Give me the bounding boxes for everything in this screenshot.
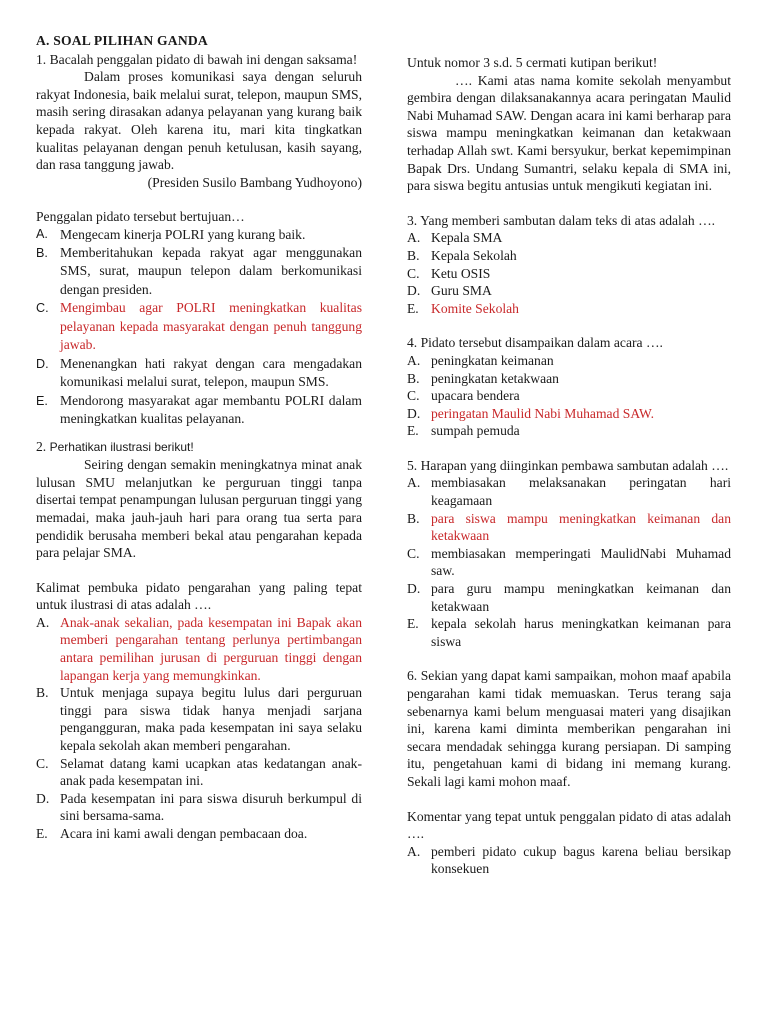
option-letter: E. bbox=[36, 393, 48, 408]
q1-option-a[interactable] bbox=[36, 226, 362, 244]
option-letter: C. bbox=[36, 301, 49, 316]
option-letter: D. bbox=[407, 405, 421, 421]
option-letter: C. bbox=[407, 265, 420, 281]
option-letter: A. bbox=[407, 352, 421, 368]
q1-option-d[interactable] bbox=[36, 355, 362, 392]
option-letter: D. bbox=[407, 283, 421, 299]
option-text: Kepala SMA bbox=[431, 230, 503, 246]
q6-question: Komentar yang tepat untuk penggalan pidato di atas adalah …. bbox=[407, 808, 731, 842]
q4-option-c[interactable] bbox=[407, 387, 731, 405]
q5-option-a[interactable] bbox=[407, 474, 731, 509]
option-letter: E. bbox=[36, 826, 48, 841]
option-letter: B. bbox=[407, 510, 420, 526]
option-text: Mengecam kinerja POLRI yang kurang baik. bbox=[60, 226, 306, 242]
q4-question bbox=[407, 334, 731, 352]
q2-option-a-answer[interactable] bbox=[36, 614, 362, 684]
q2-option-b[interactable] bbox=[36, 684, 362, 754]
q4-option-e[interactable] bbox=[407, 422, 731, 440]
option-letter: E. bbox=[407, 300, 419, 316]
q6-option-a[interactable] bbox=[407, 843, 731, 878]
option-text: Ketu OSIS bbox=[431, 265, 491, 281]
option-letter: C. bbox=[407, 388, 420, 404]
option-letter: B. bbox=[36, 245, 48, 260]
option-text: Acara ini kami awali dengan pembacaan doa. bbox=[60, 826, 308, 841]
q4-question-text: 4. Pidato tersebut disampaikan dalam acara …. bbox=[407, 335, 663, 351]
q4-option-b[interactable] bbox=[407, 370, 731, 388]
q3-option-a[interactable] bbox=[407, 229, 731, 247]
option-letter: E. bbox=[407, 423, 419, 439]
option-text: Pada kesempatan ini para siswa disuruh berkumpul di sini bersama-sama. bbox=[60, 790, 362, 824]
excerpt-passage: …. Kami atas nama komite sekolah menyambut gembira dengan dilaksanakannya acara peringatan Maulid Nabi Muhamad SAW. Dengan acara ini kami berharap para siswa mampu meningkatkan keimanan dan ketakwaan terhadap Allah swt. Kami bersyukur, berkat kepemimpinan Bapak Drs. Undang Sumantri, selaku kepala di SMA ini, para siswa begitu antusias untuk mengikuti kegiatan ini. bbox=[407, 72, 731, 194]
option-letter: C. bbox=[36, 755, 49, 771]
q3-option-b[interactable] bbox=[407, 247, 731, 265]
option-text: Mendorong masyarakat agar membantu POLRI dalam meningkatkan kualitas pelayanan. bbox=[60, 392, 362, 427]
option-letter: A. bbox=[36, 614, 50, 630]
q2-intro-text: Perhatikan ilustrasi berikut! bbox=[49, 439, 194, 454]
option-letter: D. bbox=[407, 581, 421, 597]
q1-option-b[interactable] bbox=[36, 244, 362, 300]
option-letter: C. bbox=[407, 545, 420, 561]
q2-passage: Seiring dengan semakin meningkatnya minat anak lulusan SMU melanjutkan ke perguruan tinggi tanpa disertai tempat penampungan lulusan perguruan tinggi yang memadai, maka jauh-jauh hari para orang tua serta para pendidik berusaha memberi bekal atau pengarahan kepada para pelajar SMA. bbox=[36, 457, 362, 561]
option-text: Menenangkan hati rakyat dengan cara mengadakan komunikasi melalui surat, telepon, maupun SMS. bbox=[60, 355, 362, 390]
option-text: Mengimbau agar POLRI meningkatkan kualitas pelayanan kepada masyarakat dengan penuh tanggung jawab. bbox=[60, 300, 362, 353]
option-text: Kepala Sekolah bbox=[431, 247, 517, 263]
q1-source: (Presiden Susilo Bambang Yudhoyono) bbox=[147, 174, 362, 190]
q5-option-d[interactable] bbox=[407, 580, 731, 615]
option-letter: B. bbox=[407, 247, 420, 263]
option-text: Komite Sekolah bbox=[431, 300, 519, 316]
right-column bbox=[407, 54, 731, 878]
q2-option-e[interactable] bbox=[36, 825, 362, 843]
q6-passage bbox=[407, 667, 731, 790]
option-letter: A. bbox=[407, 230, 421, 246]
q1-question: Penggalan pidato tersebut bertujuan… bbox=[36, 209, 245, 225]
option-text: para siswa mampu meningkatkan keimanan dan ketakwaan bbox=[431, 510, 731, 544]
option-letter: D. bbox=[36, 356, 49, 371]
section-heading: A. SOAL PILIHAN GANDA bbox=[36, 33, 208, 48]
q1-passage: Dalam proses komunikasi saya dengan seluruh rakyat Indonesia, baik melalui surat, telepon, maupun SMS, masih sering dirasakan adanya pelayanan yang kurang baik kepada rakyat. Oleh karena itu, mari kita tingkatkan kualitas pelayanan dengan penuh ketulusan, kasih sayang, dan rasa tanggung jawab. bbox=[36, 69, 362, 173]
option-text: membiasakan melaksanakan peringatan hari keagamaan bbox=[431, 475, 731, 509]
q2-option-c[interactable] bbox=[36, 755, 362, 790]
option-letter: E. bbox=[407, 616, 419, 632]
q2-option-d[interactable] bbox=[36, 790, 362, 825]
option-text: peningkatan keimanan bbox=[431, 352, 554, 368]
option-letter: A. bbox=[36, 226, 48, 241]
option-text: Untuk menjaga supaya begitu lulus dari perguruan tinggi para siswa tidak hanya menjadi sarjana pengangguran, maka pada kesempatan ini saya selaku kepala sekolah akan memberi pengarahan. bbox=[60, 685, 362, 754]
option-text: peringatan Maulid Nabi Muhamad SAW. bbox=[431, 405, 655, 421]
option-text: Selamat datang kami ucapkan atas kedatangan anak-anak pada kesempatan ini. bbox=[60, 755, 362, 789]
option-letter: B. bbox=[407, 370, 420, 386]
option-text: upacara bendera bbox=[431, 388, 520, 404]
q3-option-e-answer[interactable] bbox=[407, 300, 731, 318]
q1-intro: 1. Bacalah penggalan pidato di bawah ini dengan saksama! bbox=[36, 51, 358, 67]
option-text: peningkatan ketakwaan bbox=[431, 370, 559, 386]
q5-option-c[interactable] bbox=[407, 545, 731, 580]
q4-option-a[interactable] bbox=[407, 352, 731, 370]
option-text: membiasakan memperingati MaulidNabi Muhamad saw. bbox=[431, 545, 731, 579]
option-text: pemberi pidato cukup bagus karena beliau bersikap konsekuen bbox=[431, 843, 731, 877]
option-letter: A. bbox=[407, 475, 421, 491]
q4-option-d-answer[interactable] bbox=[407, 405, 731, 423]
q6-number: 6. bbox=[407, 668, 418, 684]
option-letter: D. bbox=[36, 790, 50, 806]
q5-option-e[interactable] bbox=[407, 615, 731, 650]
q2-question: Kalimat pembuka pidato pengarahan yang paling tepat untuk ilustrasi di atas adalah …. bbox=[36, 579, 362, 613]
option-letter: B. bbox=[36, 685, 49, 701]
option-text: Guru SMA bbox=[431, 283, 492, 299]
q1-option-c-answer[interactable] bbox=[36, 299, 362, 355]
q3-option-c[interactable] bbox=[407, 265, 731, 283]
q5-question: 5. Harapan yang diinginkan pembawa sambutan adalah …. bbox=[407, 457, 729, 473]
q3-option-d[interactable] bbox=[407, 282, 731, 300]
q5-option-b-answer[interactable] bbox=[407, 510, 731, 545]
q3-question: 3. Yang memberi sambutan dalam teks di atas adalah …. bbox=[407, 212, 716, 228]
option-text: Memberitahukan kepada rakyat agar menggunakan SMS, surat, maupun telepon dalam berkomunikasi dengan presiden. bbox=[60, 244, 362, 297]
q2-number: 2. bbox=[36, 438, 47, 454]
option-text: Anak-anak sekalian, pada kesempatan ini Bapak akan memberi pengarahan tentang perlunya pertimbangan antara pemilihan jurusan di perguruan tinggi dengan lapangan kerja yang memungkinkan. bbox=[60, 614, 362, 683]
left-column bbox=[36, 32, 362, 843]
option-text: sumpah pemuda bbox=[431, 423, 520, 439]
q1-option-e[interactable] bbox=[36, 392, 362, 429]
option-text: para guru mampu meningkatkan keimanan dan ketakwaan bbox=[431, 581, 731, 614]
q2-intro bbox=[36, 438, 362, 457]
option-letter: A. bbox=[407, 843, 421, 859]
option-text: kepala sekolah harus meningkatkan keimanan para siswa bbox=[431, 616, 731, 649]
excerpt-intro: Untuk nomor 3 s.d. 5 cermati kutipan berikut! bbox=[407, 55, 658, 70]
q6-passage-text: Sekian yang dapat kami sampaikan, mohon maaf apabila pengarahan kami tidak memuaskan. Terus terang saja sebenarnya kami belum menguasai materi yang disajikan ini, karena kami diminta memberikan pengarahan ini secara mendadak sehingga kurang persiapan. Di samping itu, pengetahuan kami di bidang ini memang kurang. Sekali lagi kami mohon maaf. bbox=[407, 668, 731, 789]
